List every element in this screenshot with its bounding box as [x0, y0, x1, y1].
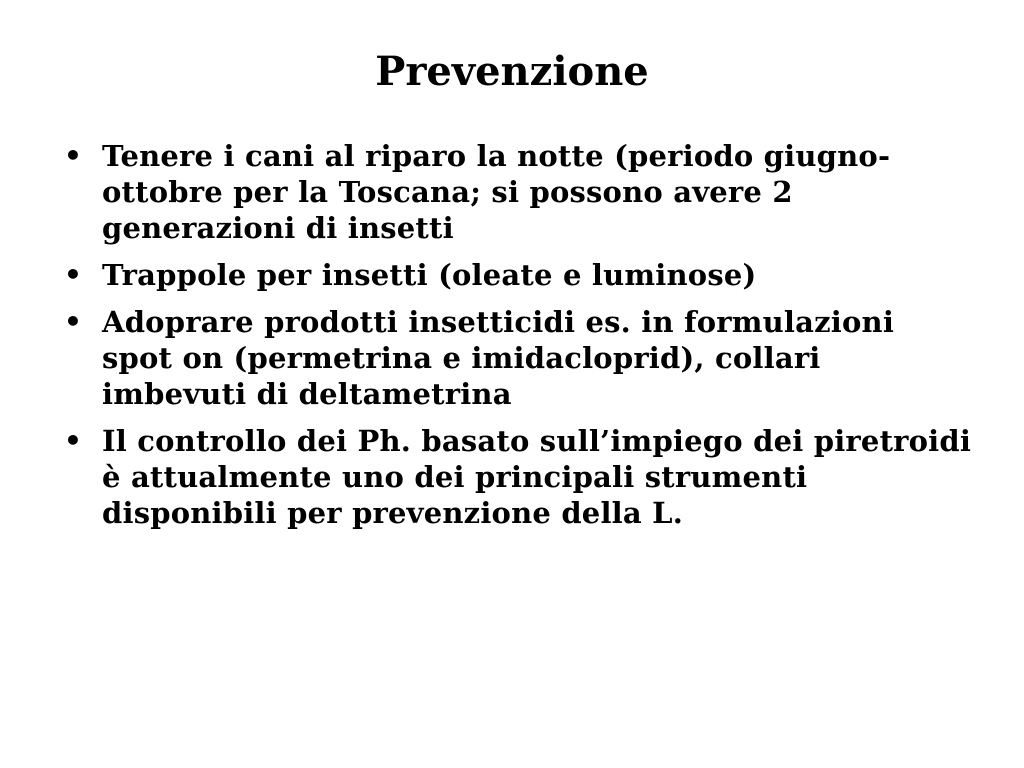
bullet-point-icon: •: [64, 424, 83, 457]
bullet-point-icon: •: [64, 305, 83, 338]
bullet-item: [64, 304, 974, 412]
bullet-text: Tenere i cani al riparo la notte (periodo giugno-ottobre per la Toscana; si possono avere 2 generazioni di insetti: [102, 139, 891, 245]
slide-title: Prevenzione: [375, 48, 649, 95]
bullet-text: Adoprare prodotti insetticidi es. in formulazioni spot on (permetrina e imidacloprid), collari imbevuti di deltametrina: [102, 305, 895, 411]
bullet-item: [64, 423, 974, 531]
bullet-point-icon: •: [64, 139, 83, 172]
bullet-text: Il controllo dei Ph. basato sull’impiego dei piretroidi è attualmente uno dei principali strumenti disponibili per prevenzione della L.: [102, 424, 972, 530]
bullet-item: [64, 138, 974, 246]
bullet-item: [64, 257, 974, 293]
bullet-point-icon: •: [64, 258, 83, 291]
bullet-text: Trappole per insetti (oleate e luminose): [102, 258, 757, 292]
bullet-list: [64, 138, 974, 542]
